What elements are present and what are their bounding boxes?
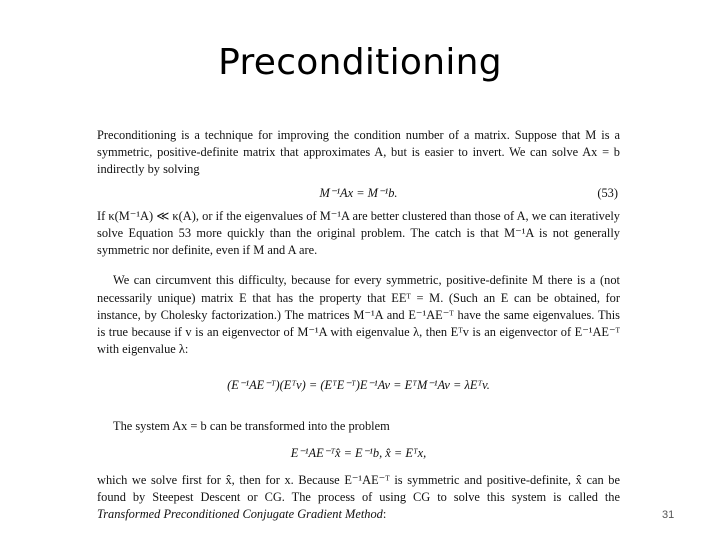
paragraph-intro: Preconditioning is a technique for improving the condition number of a matrix. Suppose that M is a symmetric, positive-definite matrix that approximates A, but is easier to invert. We can solve Ax = b indirectly by solving [97, 128, 620, 177]
paragraph-system: The system Ax = b can be transformed into the problem [113, 418, 390, 433]
slide-title: Preconditioning [218, 42, 502, 83]
document-body [97, 127, 620, 524]
equation-53-row [97, 185, 620, 202]
page-number: 31 [662, 509, 675, 521]
equation-number-53: (53) [597, 185, 618, 200]
equation-transform: E⁻¹AE⁻ᵀx̂ = E⁻¹b, x̂ = Eᵀx, [290, 445, 427, 460]
equation-53: M⁻¹Ax = M⁻¹b. [319, 185, 398, 200]
method-name: Transformed Preconditioned Conjugate Gradient Method [97, 507, 383, 522]
conclusion-text: which we solve first for x̂, then for x. Because E⁻¹AE⁻ᵀ is symmetric and positive-definite, x̂ can be found by Steepest Descent or CG. The process of using CG to solve this system is called the [97, 473, 620, 505]
paragraph-conclusion [97, 472, 620, 524]
conclusion-end: : [382, 507, 387, 522]
paragraph-kappa: If κ(M⁻¹A) ≪ κ(A), or if the eigenvalues of M⁻¹A are better clustered than those of A, we can iteratively solve Equation 53 more quickly than the original problem. The catch is that M⁻¹A is not generally symmetric nor definite, even if M and A are. [97, 208, 620, 258]
equation-eigenvalue: (E⁻¹AE⁻ᵀ)(Eᵀv) = (EᵀE⁻ᵀ)E⁻¹Av = EᵀM⁻¹Av = λEᵀv. [227, 378, 490, 393]
paragraph-circumvent: We can circumvent this difficulty, because for every symmetric, positive-definite M there is a (not necessarily unique) matrix E that has the property that EEᵀ = M. (Such an E can be obtained, for instance, by Cholesky factorization.) The matrices M⁻¹A and E⁻¹AE⁻ᵀ have the same eigenvalues. This is true because if v is an eigenvector of M⁻¹A with eigenvalue λ, then Eᵀv is an eigenvector of E⁻¹AE⁻ᵀ with eigenvalue λ: [97, 273, 620, 357]
